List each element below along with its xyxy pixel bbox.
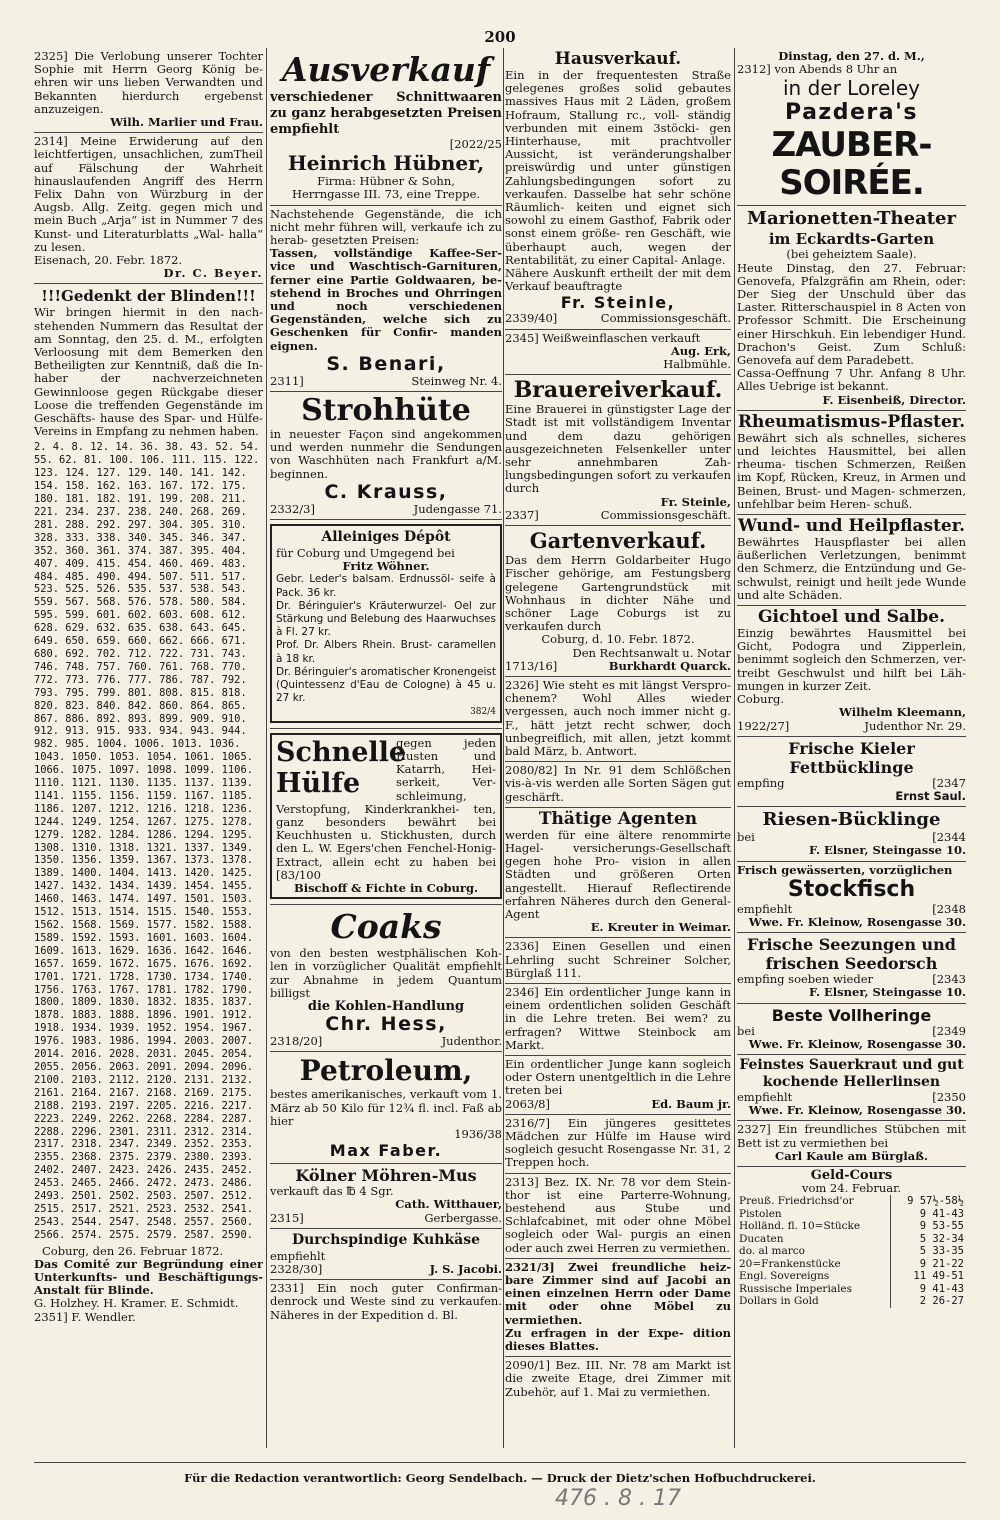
number-row: 2453. 2465. 2466. 2472. 2473. 2486. xyxy=(34,1177,253,1190)
ad-ref: [2343 xyxy=(932,972,966,987)
number-row: 1609. 1613. 1629. 1636. 1642. 1646. xyxy=(34,944,253,957)
number-row: 2188. 2193. 2197. 2205. 2216. 2217. xyxy=(34,1099,253,1112)
ad-name: Carl Kaule am Bürglaß. xyxy=(775,1148,928,1163)
ad-date: vom 24. Februar. xyxy=(801,1181,902,1196)
number-row: 2014. 2016. 2028. 2031. 2045. 2054. xyxy=(34,1048,253,1061)
number-row: 2515. 2517. 2521. 2523. 2532. 2541. xyxy=(34,1202,253,1215)
ad-heading: Wund- und Heilpflaster. xyxy=(737,516,966,537)
number-row: 2493. 2501. 2502. 2503. 2507. 2512. xyxy=(34,1190,253,1203)
number-row: 982. 985. 1004. 1006. 1013. 1036. xyxy=(34,738,241,751)
ad-strohhuete xyxy=(270,392,502,520)
winning-numbers xyxy=(34,441,263,1241)
ad-addr: Gerbergasse. xyxy=(424,1210,502,1225)
ad-confirmanden xyxy=(270,1280,502,1325)
ad-maedchen xyxy=(505,1115,731,1174)
ad-name: Wilhelm Kleemann, xyxy=(838,705,966,720)
ad-place: im Eckardts-Garten xyxy=(768,230,935,249)
ad-heading: Durchspindige Kuhkäse xyxy=(291,1231,481,1248)
number-row: 746. 748. 757. 760. 761. 768. 770. xyxy=(34,660,247,673)
ad-ref: [2348 xyxy=(932,901,966,916)
ad-heading: Hülfe xyxy=(276,767,361,799)
ad-marionetten xyxy=(737,206,966,410)
number-row: 820. 823. 840. 842. 860. 864. 865. xyxy=(34,699,247,712)
ad-heading: Petroleum, xyxy=(299,1054,473,1088)
number-row: 1141. 1155. 1156. 1159. 1167. 1185. xyxy=(34,789,253,802)
ad-text: Verstopfung, Kinderkrankhei- ten, ganz besonders bewährt bei Keuchhusten u. Stickhusten, durch den L. W. Egers'chen Fenchel-Honig-Extract, allein echt zu haben bei [83/100 xyxy=(276,801,496,882)
ad-text: verschiedener Schnittwaaren zu ganz herabgesetzten Preisen empfiehlt xyxy=(270,90,502,137)
ad-sauerkraut xyxy=(737,1055,966,1121)
ad-name: F. Elsner, Steingasse 10. xyxy=(809,985,966,1000)
ad-addr: Judenthor. xyxy=(441,1034,502,1049)
rate-name: Engl. Sovereigns xyxy=(739,1270,830,1283)
ad-heading: Gichtoel und Salbe. xyxy=(758,607,945,628)
ad-heading: Alleiniges Dépôt xyxy=(321,529,451,546)
number-row: 55. 62. 81. 100. 106. 111. 115. 122. xyxy=(34,454,260,467)
ad-item: Dr. Béringuier's Kräuterwurzel- Oel zur Stärkung und Belebung des Haarwuchses à Fl. 27 kr. xyxy=(276,599,496,639)
ad-agenten xyxy=(505,808,731,939)
ad-ref: 2337] xyxy=(505,507,539,522)
ad-place: Coburg, d. 10. Febr. 1872. xyxy=(541,632,695,647)
ad-heading: Marionetten-Theater xyxy=(747,208,956,230)
ad-zimmer xyxy=(505,1259,731,1357)
number-row: 123. 124. 127. 129. 140. 141. 142. xyxy=(34,467,247,480)
rate-row xyxy=(737,1283,966,1296)
number-row: 1918. 1934. 1939. 1952. 1954. 1967. xyxy=(34,1022,253,1035)
rate-name: do. al marco xyxy=(739,1245,805,1258)
ad-text: 2316/7] Ein jüngeres gesittetes Mädchen zur Hülfe im Hause wird sogleich gesucht Rosengasse Nr. 31, 2 Treppen hoch. xyxy=(505,1115,731,1170)
number-row: 1976. 1983. 1986. 1994. 2003. 2007. xyxy=(34,1035,253,1048)
ad-place: in der Loreley xyxy=(783,76,920,101)
exchange-rate-table xyxy=(737,1195,966,1308)
ad-text: 2313] Bez. IX. Nr. 78 vor dem Stein- thor ist eine Parterre-Wohnung, bestehend aus Stube und Schlafcabinet, mit oder ohne Möbel sogleich oder Wal- purgis an einen oder auch zwei Herren zu vermiethen. xyxy=(505,1174,731,1255)
number-row: 180. 181. 182. 191. 199. 208. 211. xyxy=(34,493,247,506)
ad-depot xyxy=(270,520,502,729)
ad-ref: [2350 xyxy=(932,1089,966,1104)
ad-sub: (bei geheiztem Saale). xyxy=(786,247,917,262)
ad-text: 2326] Wie steht es mit längst Verspro- chenem? Wohl Alles wieder vergessen, auch noch immer nicht g. F., hätt jetzt recht schwer, doch unbegreiflich, mit allen, jetzt kommt bald März, b. Antwort. xyxy=(505,677,731,758)
ad-text: 2336] Einen Gesellen und einen Lehrling sucht Schreiner Solcher, Bürglaß 111. xyxy=(505,939,731,980)
ad-text: 2325] Die Verlobung unserer Tochter Sophie mit Herrn Georg König be- ehren wir uns lieben Verwandten und Bekannten hierdurch ergebenst anzuzeigen. xyxy=(34,49,263,116)
ad-ref: [2347 xyxy=(932,775,966,790)
rate-row xyxy=(737,1245,966,1258)
ad-text: Einzig bewährtes Hausmittel bei Gicht, Podogra und Zipperlein, benimmt sogleich den Schmerzen, ver- treibt Geschwulst und hilft bei Läh- mungen in kurzer Zeit. xyxy=(737,626,966,693)
number-row: 2543. 2544. 2547. 2548. 2557. 2560. xyxy=(34,1215,253,1228)
ad-line: Frisch gewässerten, vorzüglichen xyxy=(737,862,953,877)
ad-name: C. Krauss, xyxy=(324,480,448,503)
rate-name: Russische Imperiales xyxy=(739,1282,853,1295)
number-row: 281. 288. 292. 297. 304. 305. 310. xyxy=(34,518,247,531)
ad-text: 2321/3] Zwei freundliche heiz- bare Zimmer sind auf Jacobi an einen einzelnen Herrn oder Dame mit oder ohne Möbel zu vermiethen. xyxy=(505,1259,731,1327)
ad-heading: Hausverkauf. xyxy=(554,49,682,69)
number-row: 2. 4. 8. 12. 14. 36. 38. 43. 52. 54. xyxy=(34,441,260,454)
number-row: 2402. 2407. 2423. 2426. 2435. 2452. xyxy=(34,1164,253,1177)
ad-ausverkauf xyxy=(270,48,502,206)
ad-ref: [2022/25 xyxy=(449,137,502,151)
ad-text: Das dem Herrn Goldarbeiter Hugo Fischer gehörige, am Festungsberg gelegene Gartengrundstück mit Wohnhaus in dichter Nähe und schöner Lage Coburgs ist zu verkaufen durch xyxy=(505,553,731,634)
ad-times: Cassa-Oeffnung 7 Uhr. Anfang 8 Uhr. Alles Uebrige ist bekannt. xyxy=(737,366,966,394)
ad-ref: 1713/16] xyxy=(505,658,558,673)
ad-hausverkauf xyxy=(505,48,731,330)
ad-heading: Frische Kieler Fettbücklinge xyxy=(788,738,915,777)
number-row: 407. 409. 415. 454. 460. 469. 483. xyxy=(34,557,247,570)
ad-heading: Feinstes Sauerkraut und gut kochende Hellerlinsen xyxy=(739,1056,964,1090)
rate-row xyxy=(737,1195,966,1208)
imprint-footer: Für die Redaction verantwortlich: Georg Sendelbach. — Druck der Dietz'schen Hofbuchdruckerei. xyxy=(184,1471,816,1485)
number-row: 328. 333. 338. 340. 345. 346. 347. xyxy=(34,531,247,544)
number-row: 1878. 1883. 1888. 1896. 1901. 1912. xyxy=(34,1009,253,1022)
number-row: 2100. 2103. 2112. 2120. 2131. 2132. xyxy=(34,1073,253,1086)
ad-etage xyxy=(505,1357,731,1402)
number-row: 484. 485. 490. 494. 507. 511. 517. xyxy=(34,570,247,583)
number-row: 221. 234. 237. 238. 240. 268. 269. xyxy=(34,506,247,519)
ad-befinden xyxy=(505,677,731,762)
number-row: 595. 599. 601. 602. 603. 608. 612. xyxy=(34,609,247,622)
ad-text: 2090/1] Bez. III. Nr. 78 am Markt ist die zweite Etage, drei Zimmer mit Zubehör, auf 1. Mai zu vermiethen. xyxy=(505,1358,731,1399)
number-row: 1701. 1721. 1728. 1730. 1734. 1740. xyxy=(34,970,253,983)
number-row: 649. 650. 659. 660. 662. 666. 671. xyxy=(34,635,247,648)
ad-wund xyxy=(737,515,966,606)
ad-heading: !!!Gedenkt der Blinden!!! xyxy=(41,287,256,306)
number-row: 1043. 1050. 1053. 1054. 1061. 1065. xyxy=(34,751,253,764)
ad-line: 2312] von Abends 8 Uhr an xyxy=(737,62,898,77)
ad-heading: Ausverkauf xyxy=(281,50,491,89)
ad-ref: 382/4 xyxy=(470,706,496,717)
ad-heading: Gartenverkauf. xyxy=(529,528,707,554)
ad-name: S. Benari, xyxy=(326,352,446,375)
ad-firm: Firma: Hübner & Sohn, xyxy=(317,174,455,189)
ad-date: Dinstag, den 27. d. M., xyxy=(778,49,925,63)
rate-value: 5 33-35 xyxy=(891,1245,966,1258)
number-row: 1186. 1207. 1212. 1216. 1218. 1236. xyxy=(34,802,253,815)
ad-text: Eine Brauerei in günstigster Lage der Stadt ist mit vollständigem Inventar und dem dazu gehörigen ausgezeichneten Felsenkeller unter sehr annehmbaren Zah- lungsbedingungen sofort zu verkaufen durch xyxy=(505,402,731,496)
ad-text: empfiehlt xyxy=(270,1248,326,1263)
number-row: 1389. 1400. 1404. 1413. 1420. 1425. xyxy=(34,867,253,880)
ad-weisswein xyxy=(505,330,731,376)
ad-text: 2314] Meine Erwiderung auf den leichtfertigen, unsachlichen, zumTheil auf Fälschung der Wahrheit hinauslaufenden Angriff des Herrn Felix Dahn von Würzburg in der Augsb. Allg. Zeitg. gegen mich und mein Buch „Arja“ ist in Nummer 7 des Kunst- und Literaturblatts „Wal- halla“ zu lesen. xyxy=(34,134,263,254)
ad-names: G. Holzhey. H. Kramer. E. Schmidt. xyxy=(34,1296,239,1311)
rate-name: 20=Frankenstücke xyxy=(739,1257,841,1270)
ad-heading: Thätige Agenten xyxy=(538,808,698,829)
ad-role: Den Rechtsanwalt u. Notar xyxy=(572,645,731,660)
ad-text: 2346] Ein ordentlicher Junge kann in einem ordentlichen soliden Geschäft in die Lehre treten. Bei wem? zu erfragen? Wittwe Steinbock am Markt. xyxy=(505,984,731,1052)
ad-name: E. Kreuter in Weimar. xyxy=(590,920,731,935)
ad-text: Bewährtes Hauspflaster bei allen äußerlichen Verletzungen, benimmt den Schmerz, die Entzündung und Ge- schwulst, reinigt und heilt jede Wunde und alte Schäden. xyxy=(737,535,966,602)
ad-name: Wwe. Fr. Kleinow, Rosengasse 30. xyxy=(748,914,966,929)
ad-name: Bischoff & Fichte in Coburg. xyxy=(293,880,479,895)
ad-text: in neuester Façon sind angekommen und werden nunmehr die Sendungen von Waschhüten nach Frankfurt a/M. beginnen. xyxy=(270,427,502,481)
rate-value: 9 57½-58½ xyxy=(891,1195,966,1208)
number-row: 2161. 2164. 2167. 2168. 2169. 2175. xyxy=(34,1086,253,1099)
ad-text: Nachstehende Gegenstände, die ich nicht mehr führen will, verkaufe ich zu herab- gesetzten Preisen: xyxy=(270,206,502,248)
ad-blinden xyxy=(34,284,263,1326)
ad-moehren xyxy=(270,1164,502,1229)
number-row: 1308. 1310. 1318. 1321. 1337. 1349. xyxy=(34,841,253,854)
ad-text: Bewährt sich als schnelles, sicheres und leichtes Hausmittel, bei allen rheuma- tischen Schmerzen, Reißen im Kopf, Rücken, Kreuz, in Armen und Beinen, Brust- und Magen- schmerzen, unfehlbar beim Heren- schuß. xyxy=(737,430,966,511)
number-row: 559. 567. 568. 576. 578. 580. 584. xyxy=(34,596,247,609)
number-row: 680. 692. 702. 712. 722. 731. 743. xyxy=(34,647,247,660)
ad-items: Tassen, vollständige Kaffee-Ser- vice und Waschtisch-Garnituren, ferner eine Partie Goldwaaren, be- stehend in Broches und Ohrringen und noch verschiedenen Gegenständen, welche sich zu Geschenken für Confir- manden eignen. xyxy=(270,246,502,353)
ad-ref: [2349 xyxy=(932,1023,966,1038)
rate-name: Holländ. fl. 10=Stücke xyxy=(739,1220,861,1233)
ad-junge-1 xyxy=(505,984,731,1056)
number-row: 352. 360. 361. 374. 387. 395. 404. xyxy=(34,544,247,557)
ad-sub: für Coburg und Umgegend bei xyxy=(276,546,455,561)
ad-text: Wir bringen hiermit in den nach- stehenden Nummern das Resultat der am Sonntag, den 25. d. M., erfolgten Verloosung mit dem Bemerken den Betheiligten zur Kenntniß, daß die In- haber der nachverzeichneten Gewinnloose gegen Rückgabe dieser Loose die treffenden Gegenstände im Geschäfts- hause des Spar- und Hülfe-Vereins in Empfang zu nehmen haben. xyxy=(34,305,263,439)
number-row: 1657. 1659. 1672. 1675. 1676. 1692. xyxy=(34,957,253,970)
ad-parterre xyxy=(505,1174,731,1259)
ad-name: Burkhardt Quarck. xyxy=(608,658,731,673)
footer-rule xyxy=(34,1462,966,1463)
ad-ref: 2339/40] xyxy=(505,311,558,326)
number-row: 2288. 2296. 2301. 2311. 2312. 2314. xyxy=(34,1125,253,1138)
ad-heading: Rheumatismus-Pflaster. xyxy=(737,411,966,432)
ad-place: Coburg. xyxy=(737,692,785,707)
rate-name: Preuß. Friedrichsd'or xyxy=(739,1195,854,1208)
rate-name: Ducaten xyxy=(739,1232,784,1245)
number-row: 793. 795. 799. 801. 808. 815. 818. xyxy=(34,686,247,699)
ad-text: Heute Dinstag, den 27. Februar: Genovefa, Pfalzgräfin am Rhein, oder: Der Sieg der Unschuld über das Laster. Ritterschauspiel in 8 Acten von Professor Schmitt. Die Erscheinung einer Hirschkuh. Ein lebendiger Hund. Drachon's Geist. Zum Schluß: Genovefa auf dem Paradebett. xyxy=(737,260,966,368)
column-2 xyxy=(270,48,502,1450)
ad-name: Fr. Steinle, xyxy=(560,293,676,313)
ad-text: von den besten westphälischen Koh- len in vorzüglicher Qualität empfiehlt zur Abnahme in jedem Quantum billigst xyxy=(270,946,502,1000)
ad-huelfe xyxy=(270,729,502,905)
ad-heringe xyxy=(737,1004,966,1055)
ad-ref: [2344 xyxy=(932,830,966,845)
rate-row xyxy=(737,1220,966,1233)
rate-value: 5 32-34 xyxy=(891,1233,966,1246)
ad-firm: die Kohlen-Handlung xyxy=(307,998,465,1014)
number-row: 2355. 2368. 2375. 2379. 2380. 2393. xyxy=(34,1151,253,1164)
ad-name: Ed. Baum jr. xyxy=(651,1096,731,1111)
rate-value: 9 41-43 xyxy=(891,1283,966,1296)
ad-text: 2327] Ein freundliches Stübchen mit Bett ist zu vermiethen bei xyxy=(737,1122,966,1150)
ad-addr: Steinweg Nr. 4. xyxy=(411,373,502,388)
ad-benari xyxy=(270,206,502,392)
number-row: 1562. 1568. 1569. 1577. 1582. 1588. xyxy=(34,919,253,932)
number-row: 1756. 1763. 1767. 1781. 1782. 1790. xyxy=(34,983,253,996)
ad-coaks xyxy=(270,905,502,1052)
ad-ref: 1922/27] xyxy=(737,718,790,733)
number-row: 1244. 1249. 1254. 1267. 1275. 1278. xyxy=(34,815,253,828)
ad-place: Eisenach, 20. Febr. 1872. xyxy=(34,253,183,268)
ad-heading: Coaks xyxy=(330,907,442,947)
ad-verlobung xyxy=(34,48,263,133)
ad-name: F. Elsner, Steingasse 10. xyxy=(809,843,966,858)
ad-name: Chr. Hess, xyxy=(325,1013,447,1036)
ad-text: empfiehlt xyxy=(737,901,793,916)
ad-text: bestes amerikanisches, verkauft vom 1. März ab 50 Kilo für 12¾ fl. incl. Faß ab hier xyxy=(270,1087,502,1128)
ad-rheuma xyxy=(737,411,966,515)
number-row: 1066. 1075. 1097. 1098. 1099. 1106. xyxy=(34,764,253,777)
ad-soiree xyxy=(737,48,966,206)
ad-text: empfiehlt xyxy=(737,1089,793,1104)
rate-value: 11 49-51 xyxy=(891,1270,966,1283)
number-row: 867. 886. 892. 893. 899. 909. 910. xyxy=(34,712,247,725)
ad-stockfisch xyxy=(737,862,966,934)
ad-name: J. S. Jacobi. xyxy=(429,1261,502,1276)
ad-name: Cath. Witthauer, xyxy=(395,1197,502,1212)
ad-geselle xyxy=(505,938,731,984)
rate-row xyxy=(737,1295,966,1308)
number-row: 1460. 1463. 1474. 1497. 1501. 1503. xyxy=(34,893,253,906)
ad-riesen-buecklinge xyxy=(737,807,966,861)
number-row: 2566. 2574. 2575. 2579. 2587. 2590. xyxy=(34,1228,253,1241)
ad-gicht xyxy=(737,606,966,737)
number-row: 2223. 2249. 2262. 2268. 2284. 2287. xyxy=(34,1112,253,1125)
ad-geld-cours xyxy=(737,1167,966,1311)
ad-ref: 2311] xyxy=(270,373,304,388)
ad-office: Commissionsgeschäft. xyxy=(600,507,731,522)
ad-heading: Strohhüte xyxy=(301,393,471,429)
ad-side: gegen jeden Husten und Katarrh, Hei- serkeit, Ver- schleimung, xyxy=(396,735,496,803)
ad-saegen xyxy=(505,762,731,808)
ad-name: Max Faber. xyxy=(329,1141,443,1161)
ad-name: Wwe. Fr. Kleinow, Rosengasse 30. xyxy=(748,1103,966,1118)
ad-erwiderung xyxy=(34,133,263,284)
ad-garten xyxy=(505,526,731,677)
ad-text: Ein ordentlicher Junge kann sogleich oder Ostern unentgeltlich in die Lehre treten bei xyxy=(505,1057,731,1098)
ad-heading: Beste Vollheringe xyxy=(771,1005,932,1025)
column-4 xyxy=(737,48,966,1450)
number-row: 1110. 1121. 1130. 1135. 1137. 1139. xyxy=(34,777,253,790)
ad-text: empfing xyxy=(737,775,785,790)
ad-text: 2345] Weißweinflaschen verkauft xyxy=(505,330,701,345)
ad-kuhkaese xyxy=(270,1229,502,1280)
ad-petroleum xyxy=(270,1052,502,1164)
ad-comite: Das Comité zur Begründung einer Unterkunfts- und Beschäftigungs- Anstalt für Blinde. xyxy=(34,1256,263,1298)
rate-row xyxy=(737,1208,966,1221)
ad-name: Aug. Erk, xyxy=(670,343,731,358)
rate-row xyxy=(737,1258,966,1271)
ad-ref: 2332/3] xyxy=(270,501,315,516)
ad-heading: Brauereiverkauf. xyxy=(513,377,723,404)
ad-ref: 2318/20] xyxy=(270,1034,323,1049)
column-rule xyxy=(734,48,735,1448)
ad-item: Gebr. Leder's balsam. Erdnussöl- seife à Pack. 36 kr. xyxy=(276,573,496,599)
ad-text: 2331] Ein noch guter Confirman- denrock und Weste sind zu verkaufen. Näheres in der Expedition d. Bl. xyxy=(270,1281,502,1322)
ad-heading: Stockfisch xyxy=(787,876,916,902)
ad-item: Dr. Béringuier's aromatischer Kronengeist (Quintessenz d'Eau de Cologne) à 45 u. 27 kr. xyxy=(276,665,496,705)
rate-value: 9 21-22 xyxy=(891,1258,966,1271)
ad-heading: Schnelle xyxy=(276,736,407,768)
ad-text: empfing soeben wieder xyxy=(737,972,874,987)
rate-row xyxy=(737,1233,966,1246)
rate-name: Pistolen xyxy=(739,1207,782,1220)
ad-junge-2 xyxy=(505,1056,731,1115)
ad-name: Ernst Saul. xyxy=(895,788,966,803)
ad-text: verkauft das ℔ 4 Sgr. xyxy=(270,1184,394,1199)
ad-heading: Geld-Cours xyxy=(810,1167,893,1183)
ad-ref: 2328/30] xyxy=(270,1261,323,1276)
ad-signature: Dr. C. Beyer. xyxy=(163,266,263,281)
ad-ref: 1936/38 xyxy=(454,1126,502,1141)
ad-office: Commissionsgeschäft. xyxy=(600,311,731,326)
ad-text: werden für eine ältere renommirte Hagel- versicherungs-Gesellschaft gegen hohe Pro- vision in allen Städten und größeren Orten angestellt. Hierauf Reflectirende erfahren Näheres durch den General- Agent xyxy=(505,827,731,921)
number-row: 1279. 1282. 1284. 1286. 1294. 1295. xyxy=(34,828,253,841)
number-row: 628. 629. 632. 635. 638. 643. 645. xyxy=(34,622,247,635)
ad-stuebchen xyxy=(737,1121,966,1167)
column-3 xyxy=(505,48,731,1450)
ad-name: Heinrich Hübner, xyxy=(287,151,485,176)
ad-heading: ZAUBER-SOIRÉE. xyxy=(771,125,932,204)
number-row: 1589. 1592. 1593. 1601. 1603. 1604. xyxy=(34,931,253,944)
ad-pre: bei xyxy=(737,830,755,845)
ad-brauerei xyxy=(505,375,731,526)
rate-value: 2 26-27 xyxy=(891,1295,966,1308)
ad-name: F. Eisenbeiß, Director. xyxy=(822,392,966,407)
ad-heading: Frische Seezungen und frischen Seedorsch xyxy=(746,935,956,974)
number-row: 1350. 1356. 1359. 1367. 1373. 1378. xyxy=(34,854,253,867)
number-row: 1427. 1432. 1434. 1439. 1454. 1455. xyxy=(34,880,253,893)
ad-ref: 2063/8] xyxy=(505,1096,550,1111)
column-rule xyxy=(266,48,267,1448)
rate-row xyxy=(737,1270,966,1283)
ad-ref: 2315] xyxy=(270,1210,304,1225)
ad-place: Coburg, den 26. Februar 1872. xyxy=(42,1243,224,1258)
ad-more: Nähere Auskunft ertheilt der mit dem Verkauf beauftragte xyxy=(505,266,731,294)
handwritten-note: 476 . 8 . 17 xyxy=(555,1486,681,1511)
number-row: 2317. 2318. 2347. 2349. 2352. 2353. xyxy=(34,1138,253,1151)
ad-pre: bei xyxy=(737,1023,755,1038)
column-rule xyxy=(503,48,504,1448)
rate-value: 9 41-43 xyxy=(891,1208,966,1221)
column-1 xyxy=(34,48,263,1450)
ad-item: Prof. Dr. Albers Rhein. Brust- caramellen à 18 kr. xyxy=(276,639,496,665)
ad-addr: Judengasse 71. xyxy=(413,501,502,516)
ad-names: 2351] F. Wendler. xyxy=(34,1309,136,1324)
ad-name: Wwe. Fr. Kleinow, Rosengasse 30. xyxy=(748,1036,966,1051)
rate-name: Dollars in Gold xyxy=(739,1295,819,1308)
ad-name: Fr. Steinle, xyxy=(660,494,731,509)
number-row: 912. 913. 915. 933. 934. 943. 944. xyxy=(34,725,247,738)
ad-fettbuecklinge xyxy=(737,737,966,807)
ad-name: Fritz Wöhner. xyxy=(342,559,430,574)
ad-text: 2080/82] In Nr. 91 dem Schlößchen vis-à-vis werden alle Sorten Sägen gut geschärft. xyxy=(505,763,731,804)
rate-value: 9 53-55 xyxy=(891,1220,966,1233)
ad-addr: Herrngasse III. 73, eine Treppe. xyxy=(291,187,481,202)
ad-addr: Judenthor Nr. 29. xyxy=(864,718,966,733)
ad-heading: Riesen-Bücklinge xyxy=(762,809,941,831)
ad-seezungen xyxy=(737,933,966,1003)
ad-addr: Halbmühle. xyxy=(663,357,731,372)
ad-heading: Kölner Möhren-Mus xyxy=(295,1166,477,1186)
number-row: 1512. 1513. 1514. 1515. 1540. 1553. xyxy=(34,906,253,919)
ad-name: Pazdera's xyxy=(785,100,918,126)
number-row: 772. 773. 776. 777. 786. 787. 792. xyxy=(34,673,247,686)
ad-more: Zu erfragen in der Expe- dition dieses Blattes. xyxy=(505,1325,731,1354)
page-number: 200 xyxy=(484,28,516,46)
number-row: 154. 158. 162. 163. 167. 172. 175. xyxy=(34,480,247,493)
number-row: 2055. 2056. 2063. 2091. 2094. 2096. xyxy=(34,1060,253,1073)
number-row: 523. 525. 526. 535. 537. 538. 543. xyxy=(34,583,247,596)
ad-signature: Wilh. Marlier und Frau. xyxy=(110,115,263,130)
ad-text: Ein in der frequentesten Straße gelegenes großes solid gebautes massives Haus mit 2 Läden, großem Hofraum, Stallung rc., voll- ständig verbunden mit einem 3stöcki- gen Hinterhause, mit prachtvoller Aussicht, ist veränderungshalber preiswürdig und unter günstigen Zahlungsbedingungen sofort zu verkaufen. Dasselbe hat sehr schöne Räumlich- keiten und eignet sich sowohl zu einem Gasthof, Fabrik oder sonst einem größe- ren Geschäft, wie überhaupt auch, wegen der Rentabilität, zu einer Capital- Anlage. xyxy=(505,68,731,267)
number-row: 1800. 1809. 1830. 1832. 1835. 1837. xyxy=(34,996,253,1009)
